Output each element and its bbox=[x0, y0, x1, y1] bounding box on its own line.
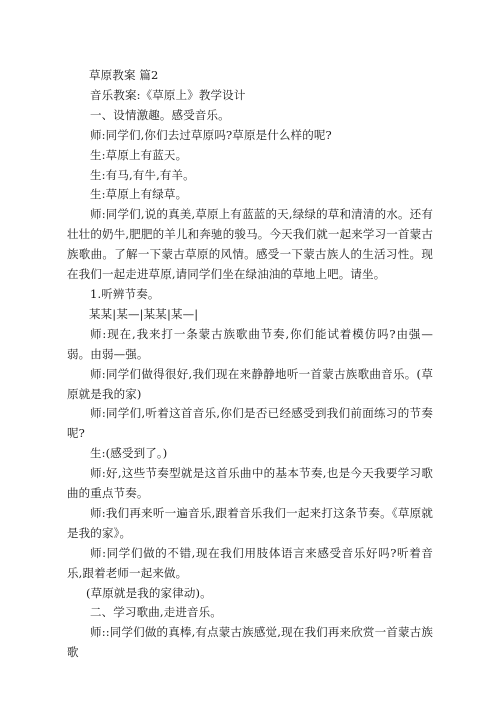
paragraph: 生:(感受到了。) bbox=[90, 446, 168, 461]
rhythm-notation: 某某|某—|某某|某—| bbox=[89, 306, 199, 321]
paragraph: 二、学习歌曲,走进音乐。 bbox=[90, 605, 222, 620]
paragraph: 生:有马,有牛,有羊。 bbox=[90, 167, 195, 182]
paragraph: 师:同学们做的不错,现在我们用肢体语言来感受音乐好吗?听着音乐,跟着老师一起来做。 bbox=[67, 545, 433, 580]
paragraph: 师:我们再来听一遍音乐,跟着音乐我们一起来打这条节奏。《草原就是我的家》。 bbox=[67, 505, 433, 540]
paragraph: 音乐教案:《草原上》教学设计 bbox=[90, 87, 246, 102]
paragraph: 师:同学们做得很好,我们现在来静静地听一首蒙古族歌曲音乐。(草原就是我的家) bbox=[67, 366, 433, 401]
paragraph: 师:现在,我来打一条蒙古族歌曲节奏,你们能试着模仿吗?由强—弱。由弱—强。 bbox=[67, 326, 433, 361]
paragraph: 1.听辨节奏。 bbox=[90, 286, 160, 301]
paragraph: 师:同学们,你们去过草原吗?草原是什么样的呢? bbox=[90, 127, 332, 142]
paragraph: 生:草原上有蓝天。 bbox=[90, 147, 188, 162]
paragraph: 师::同学们做的真棒,有点蒙古族感觉,现在我们再来欣赏一首蒙古族歌 bbox=[67, 625, 433, 660]
paragraph: 生:草原上有绿草。 bbox=[90, 187, 188, 202]
paragraph: 师:好,这些节奏型就是这首乐曲中的基本节奏,也是今天我要学习歌曲的重点节奏。 bbox=[67, 466, 433, 501]
document-title: 草原教案 篇2 bbox=[89, 68, 159, 82]
paragraph: 师:同学们,说的真美,草原上有蓝蓝的天,绿绿的草和清清的水。还有壮壮的奶牛,肥肥的羊儿和奔驰的骏马。今天我们就一起来学习一首蒙古族歌曲。了解一下蒙古草原的风情。感受一下蒙古族人的生活习性。现在我们一起走进草原,请同学们坐在绿油油的草地上吧。请坐。 bbox=[67, 207, 433, 282]
paragraph: 师:同学们,听着这首音乐,你们是否已经感受到我们前面练习的节奏呢? bbox=[67, 406, 433, 441]
document-body bbox=[67, 66, 433, 663]
paragraph: (草原就是我的家律动)。 bbox=[86, 585, 212, 600]
paragraph: 一、设情激趣。感受音乐。 bbox=[90, 107, 230, 122]
